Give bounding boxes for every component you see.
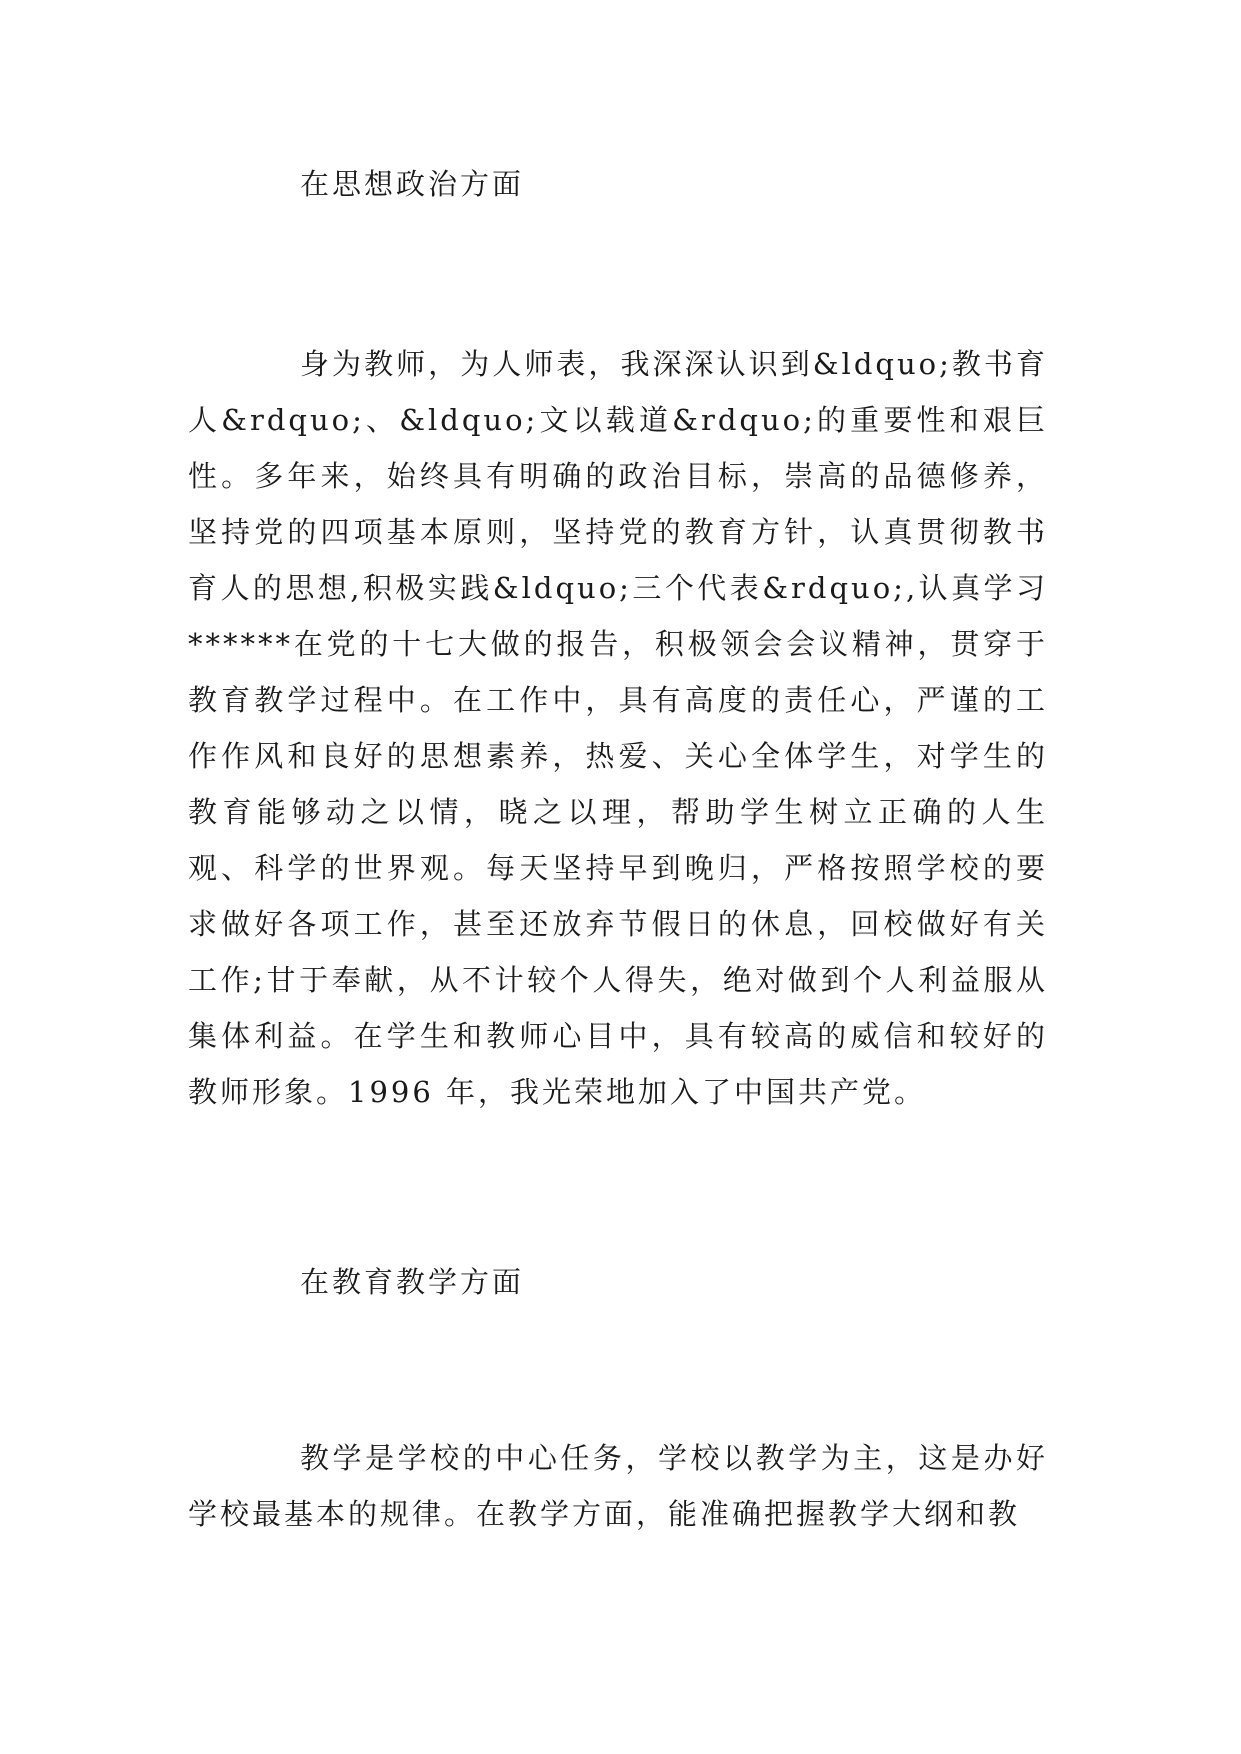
section-heading-teaching: 在教育教学方面 — [300, 1265, 525, 1299]
section-heading-political: 在思想政治方面 — [300, 167, 525, 201]
section-paragraph-teaching: 教学是学校的中心任务，学校以教学为主，这是办好学校最基本的规律。在教学方面，能准确把握教学大纲和教 — [188, 1441, 1048, 1531]
section-paragraph-political: 身为教师，为人师表，我深深认识到&ldquo;教书育人&rdquo;、&ldquo;文以载道&rdquo;的重要性和艰巨性。多年来，始终具有明确的政治目标，崇高的品德修养，坚持党的四项基本原则，坚持党的教育方针，认真贯彻教书育人的思想,积极实践&ldquo;三个代表&rdquo;,认真学习******在党的十七大做的报告，积极领会会议精神，贯穿于教育教学过程中。在工作中，具有高度的责任心，严谨的工作作风和良好的思想素养，热爱、关心全体学生，对学生的教育能够动之以情，晓之以理，帮助学生树立正确的人生观、科学的世界观。每天坚持早到晚归，严格按照学校的要求做好各项工作，甚至还放弃节假日的休息，回校做好有关工作;甘于奉献，从不计较个人得失，绝对做到个人利益服从集体利益。在学生和教师心目中，具有较高的威信和较好的教师形象。1996 年，我光荣地加入了中国共产党。 — [188, 347, 1048, 1109]
